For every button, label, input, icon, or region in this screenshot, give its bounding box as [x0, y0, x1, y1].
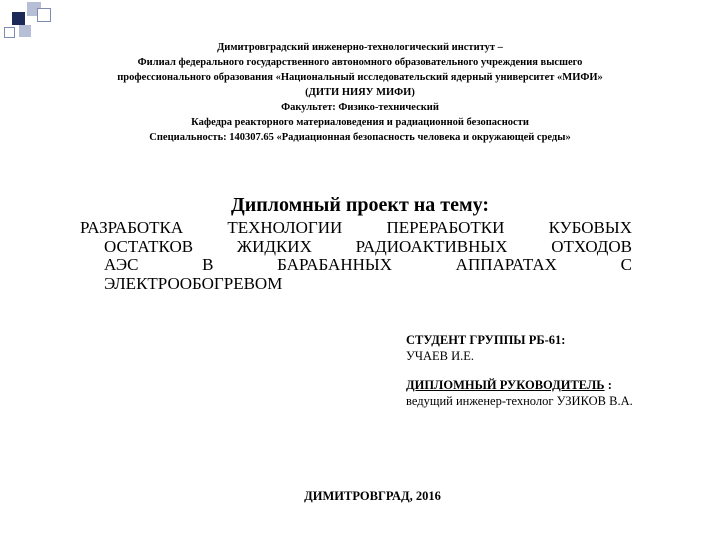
- header-line: Факультет: Физико-технический: [281, 102, 439, 113]
- corner-square-outline: [4, 27, 15, 38]
- supervisor-block: [406, 377, 633, 409]
- topic-word: БАРАБАННЫХ: [277, 255, 392, 274]
- topic-word: РАЗРАБОТКА: [80, 218, 184, 237]
- colon-text: :: [607, 378, 612, 392]
- topic-word: ЭЛЕКТРООБОГРЕВОМ: [104, 273, 283, 293]
- corner-square-outline: [37, 8, 51, 22]
- supervisor-colon: [605, 378, 612, 392]
- header-line: Филиал федерального государственного автономного образовательного учреждения высшего: [137, 57, 583, 68]
- student-block: [406, 332, 565, 364]
- supervisor-label: ДИПЛОМНЫЙ РУКОВОДИТЕЛЬ: [406, 378, 605, 392]
- topic-line: [80, 219, 632, 238]
- topic-word: С: [620, 255, 632, 274]
- student-name: УЧАЕВ И.Е.: [406, 349, 475, 363]
- topic-line: [80, 275, 632, 294]
- topic-word: ЖИДКИХ: [236, 236, 312, 256]
- corner-square-dark: [12, 12, 25, 25]
- corner-square-light: [19, 25, 31, 37]
- topic-word: АЭС: [104, 255, 139, 274]
- topic-word: В: [202, 255, 214, 274]
- topic-word: ТЕХНОЛОГИИ: [227, 218, 343, 237]
- header-line: Кафедра реакторного материаловедения и радиационной безопасности: [191, 117, 529, 128]
- city-year: ДИМИТРОВГРАД, 2016: [304, 489, 441, 503]
- topic-word: ПЕРЕРАБОТКИ: [386, 218, 505, 237]
- topic-word: АППАРАТАХ: [455, 255, 557, 274]
- topic-word: ОТХОДОВ: [551, 236, 632, 256]
- topic-word: КУБОВЫХ: [548, 218, 632, 237]
- topic-word: РАДИОАКТИВНЫХ: [355, 236, 508, 256]
- topic-line: [80, 238, 632, 257]
- header-line: профессионального образования «Национальный исследовательский ядерный университет «МИФИ»: [117, 72, 603, 83]
- header-line: Специальность: 140307.65 «Радиационная безопасность человека и окружающей среды»: [149, 132, 571, 143]
- supervisor-label-row: [406, 377, 633, 393]
- topic-word: ОСТАТКОВ: [104, 236, 194, 256]
- header-line: Димитровградский инженерно-технологический институт –: [217, 42, 503, 53]
- project-heading: Дипломный проект на тему:: [230, 194, 490, 216]
- topic-line: [80, 256, 632, 275]
- institution-header: [40, 40, 680, 145]
- project-topic: [80, 219, 632, 293]
- header-line: (ДИТИ НИЯУ МИФИ): [305, 87, 415, 98]
- supervisor-name: ведущий инженер-технолог УЗИКОВ В.А.: [406, 394, 633, 408]
- student-label: СТУДЕНТ ГРУППЫ РБ-61:: [406, 333, 566, 347]
